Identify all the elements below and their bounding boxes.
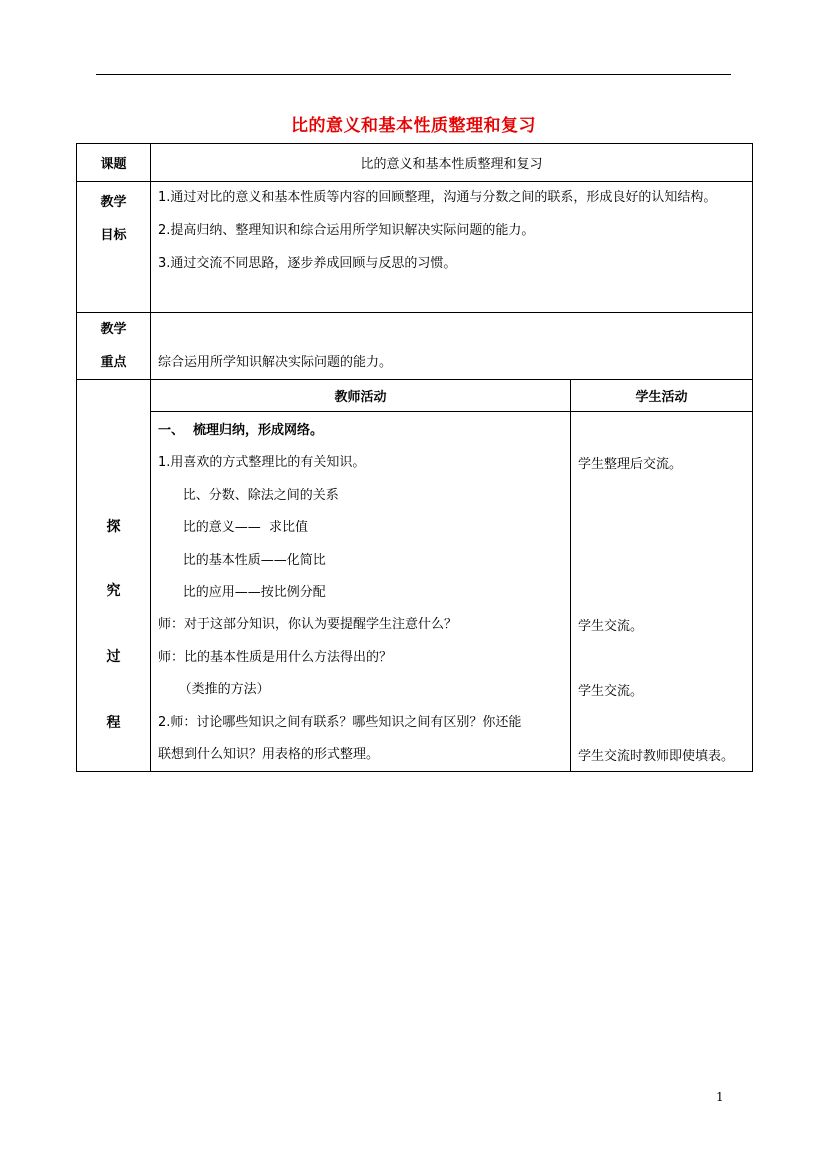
focus-row	[77, 313, 753, 380]
subject-row	[77, 144, 753, 182]
goals-label-line2: 目标	[100, 228, 127, 243]
goals-content	[151, 182, 753, 313]
student-line: 学生交流。	[578, 684, 644, 699]
header-rule	[96, 74, 731, 75]
teacher-line: 比的基本性质——化简比	[158, 552, 326, 568]
subject-value: 比的意义和基本性质整理和复习	[151, 144, 753, 182]
teacher-line: （类推的方法）	[158, 682, 270, 698]
process-label-char: 究	[106, 583, 121, 599]
focus-label-line2: 重点	[100, 355, 127, 370]
goal-item: 2.提高归纳、整理知识和综合运用所学知识解决实际问题的能力。	[158, 223, 535, 238]
student-activity-content	[571, 412, 753, 772]
student-activity-header: 学生活动	[571, 380, 753, 412]
teacher-activity-content	[151, 412, 571, 772]
student-line: 学生交流时教师即使填表。	[578, 749, 735, 764]
lesson-plan-table	[76, 143, 753, 772]
teacher-line: 2.师：讨论哪些知识之间有联系？哪些知识之间有区别？你还能	[158, 714, 522, 730]
student-line: 学生交流。	[578, 619, 644, 634]
teacher-line: 比的应用——按比例分配	[158, 585, 326, 601]
activity-content-row	[77, 412, 753, 772]
teacher-line: 比的意义—— 求比值	[158, 520, 309, 536]
focus-value: 综合运用所学知识解决实际问题的能力。	[158, 355, 393, 370]
teacher-line: 1.用喜欢的方式整理比的有关知识。	[158, 455, 366, 471]
activity-header-row	[77, 380, 753, 412]
focus-label-line1: 教学	[100, 322, 127, 337]
goals-label-line1: 教学	[100, 195, 127, 210]
goal-item: 3.通过交流不同思路，逐步养成回顾与反思的习惯。	[158, 256, 457, 271]
teacher-line: 联想到什么知识？用表格的形式整理。	[158, 747, 380, 763]
goals-row	[77, 182, 753, 313]
teacher-line: 一、 梳理归纳，形成网络。	[158, 423, 324, 438]
teacher-activity-header: 教师活动	[151, 380, 571, 412]
focus-content	[151, 313, 753, 380]
document-title: 比的意义和基本性质整理和复习	[291, 116, 536, 136]
student-line: 学生整理后交流。	[578, 457, 683, 472]
teacher-line: 师：比的基本性质是用什么方法得出的？	[158, 649, 393, 665]
focus-label	[77, 313, 151, 380]
goal-item: 1.通过对比的意义和基本性质等内容的回顾整理，沟通与分数之间的联系，形成良好的认知结构。	[158, 190, 717, 205]
process-label-char: 过	[106, 649, 121, 665]
subject-label: 课题	[77, 144, 151, 182]
page-number: 1	[716, 1090, 724, 1104]
process-label-char: 程	[106, 715, 121, 731]
teacher-line: 师：对于这部分知识，你认为要提醒学生注意什么？	[158, 617, 458, 633]
teacher-line: 比、分数、除法之间的关系	[158, 487, 339, 503]
process-label-char: 探	[106, 519, 121, 535]
goals-label	[77, 182, 151, 313]
process-label	[77, 380, 151, 772]
